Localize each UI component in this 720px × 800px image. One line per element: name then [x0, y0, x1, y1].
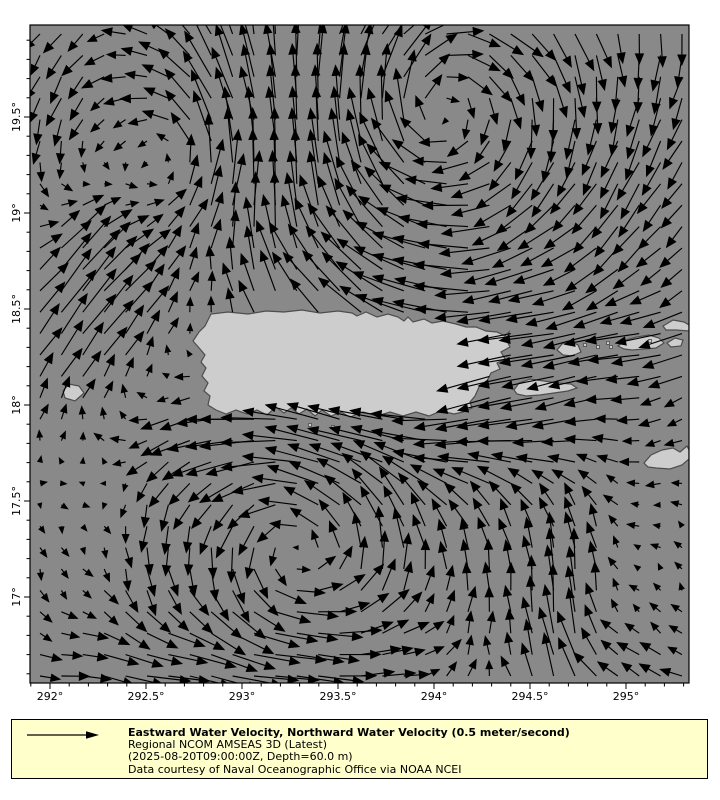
y-tick-label: 17°: [10, 587, 23, 607]
legend-timestamp-depth: (2025-08-20T09:00:00Z, Depth=60.0 m): [128, 750, 353, 764]
legend-model-name: Regional NCOM AMSEAS 3D (Latest): [128, 738, 327, 752]
y-tick-label: 18.5°: [10, 294, 23, 324]
legend-text: [128, 727, 570, 776]
y-tick-label: 19°: [10, 203, 23, 223]
x-tick-label: 292°: [36, 690, 64, 703]
y-tick-label: 17.5°: [10, 486, 23, 516]
y-tick-label: 18°: [10, 395, 23, 415]
legend-attribution: Data courtesy of Naval Oceanographic Office via NOAA NCEI: [128, 762, 462, 776]
islet: [309, 424, 312, 427]
x-tick-label: 294.5°: [511, 690, 549, 703]
islet: [584, 344, 587, 347]
reference-arrow-icon: [22, 728, 112, 742]
x-tick-label: 294°: [420, 690, 448, 703]
islet: [597, 346, 600, 349]
islet: [610, 346, 613, 349]
x-tick-label: 295°: [612, 690, 640, 703]
y-tick-label: 19.5°: [10, 102, 23, 132]
x-tick-label: 292.5°: [127, 690, 165, 703]
x-tick-label: 293°: [228, 690, 256, 703]
islet: [649, 340, 652, 343]
legend-box: [11, 719, 708, 779]
islet: [607, 342, 610, 345]
x-tick-label: 293.5°: [319, 690, 357, 703]
legend-title: Eastward Water Velocity, Northward Water Velocity (0.5 meter/second): [128, 726, 570, 739]
